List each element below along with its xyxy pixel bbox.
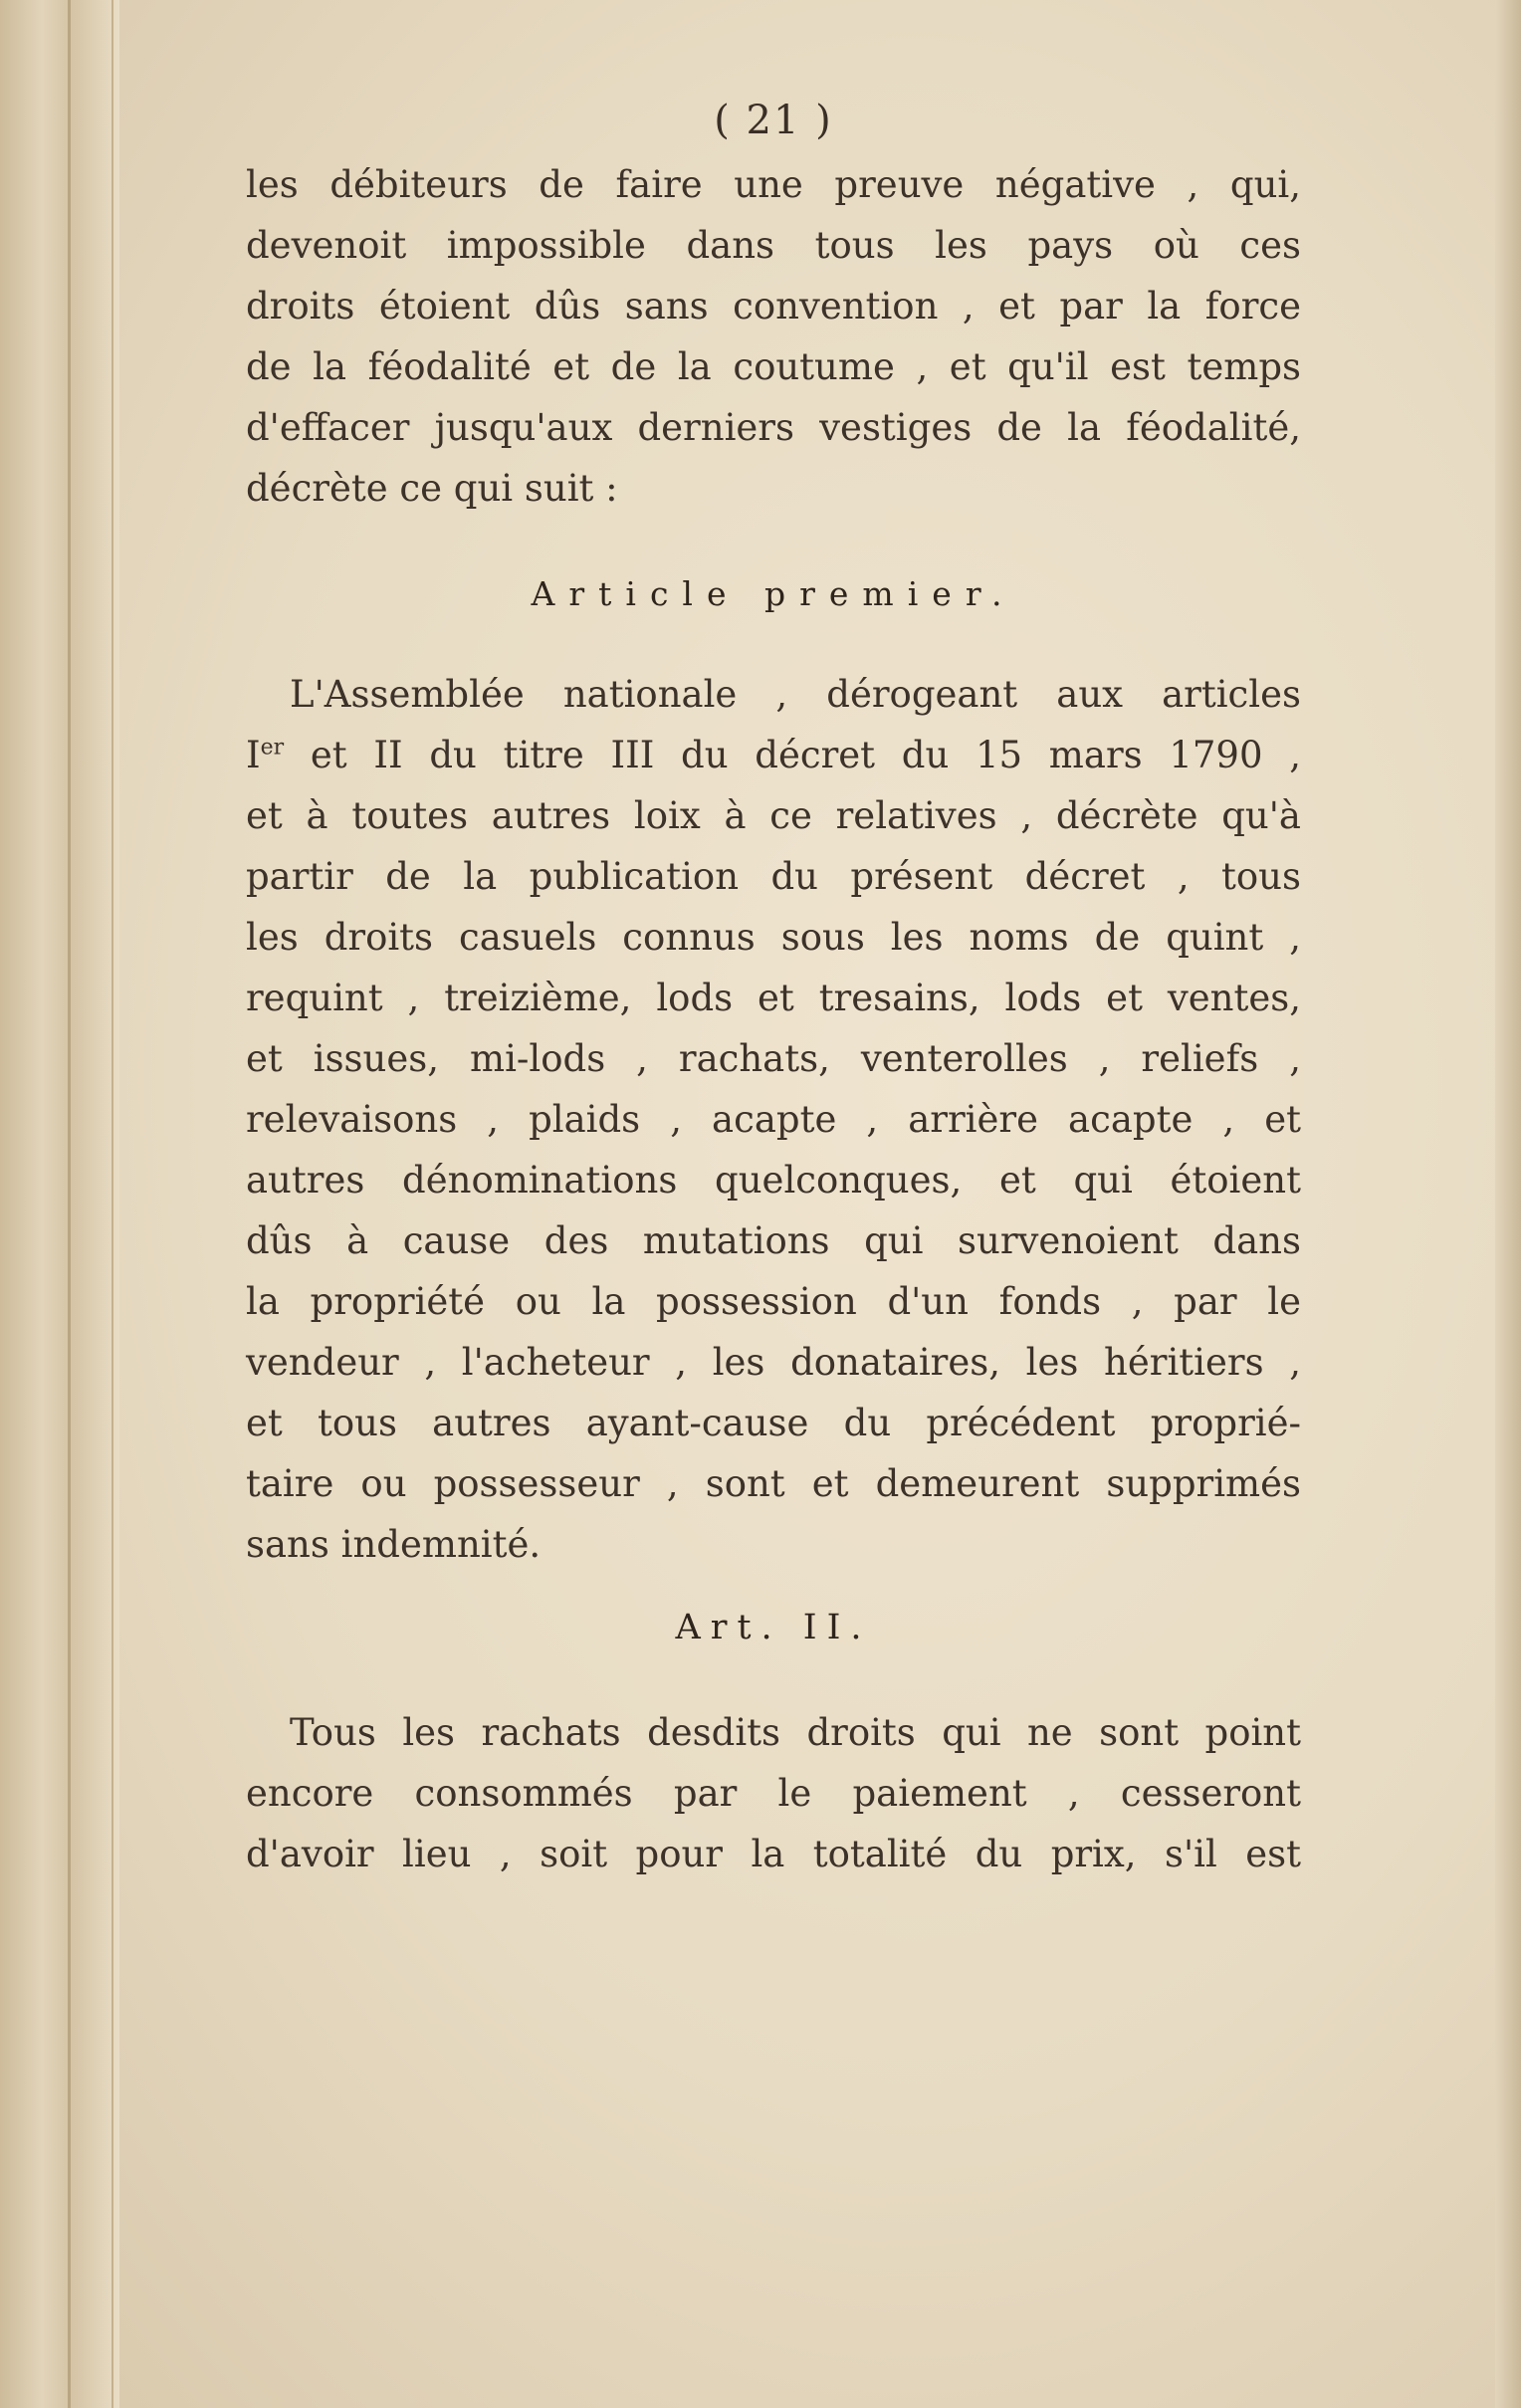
text-line: droits étoient dûs sans convention , et par la force xyxy=(246,285,1301,328)
text-line: devenoit impossible dans tous les pays où ces xyxy=(246,224,1301,267)
text-line: de la féodalité et de la coutume , et qu'il est temps xyxy=(246,345,1301,388)
ordinal-superscript: er xyxy=(260,735,285,761)
paragraph-2 xyxy=(246,664,1301,1575)
binding-crease-inner xyxy=(111,0,113,2408)
text-line: autres dénominations quelconques, et qui étoient xyxy=(246,1159,1301,1202)
page-right-edge xyxy=(1495,0,1521,2408)
paragraph-3 xyxy=(246,1702,1301,1884)
text-line: et issues, mi-lods , rachats, venterolles , reliefs , xyxy=(246,1037,1301,1080)
text-line-with-superscript xyxy=(246,725,1301,785)
text-line: les débiteurs de faire une preuve négative , qui, xyxy=(246,163,1301,206)
article-heading-ii: Art. II. xyxy=(675,1608,872,1647)
text-line: L'Assemblée nationale , dérogeant aux articles xyxy=(290,673,1301,716)
text-line: et tous autres ayant-cause du précédent proprié- xyxy=(246,1402,1301,1444)
line-rest: et II du titre III du décret du 15 mars 1790 , xyxy=(284,734,1301,776)
text-line: d'effacer jusqu'aux derniers vestiges de la féodalité, xyxy=(246,406,1301,449)
text-line: décrète ce qui suit : xyxy=(246,467,618,510)
text-line: dûs à cause des mutations qui survenoient dans xyxy=(246,1219,1301,1262)
binding-crease xyxy=(68,0,71,2408)
page-text xyxy=(246,95,1301,1884)
text-line: la propriété ou la possession d'un fonds , par le xyxy=(246,1280,1301,1323)
text-line: et à toutes autres loix à ce relatives , décrète qu'à xyxy=(246,794,1301,837)
text-line: partir de la publication du présent décret , tous xyxy=(246,855,1301,898)
text-line: taire ou possesseur , sont et demeurent supprimés xyxy=(246,1462,1301,1505)
text-line: Tous les rachats desdits droits qui ne sont point xyxy=(290,1711,1301,1754)
binding-edge xyxy=(0,0,119,2408)
text-line: d'avoir lieu , soit pour la totalité du prix, s'il est xyxy=(246,1833,1301,1875)
paragraph-1 xyxy=(246,154,1301,519)
roman-numeral: I xyxy=(246,734,261,776)
text-line: vendeur , l'acheteur , les donataires, les héritiers , xyxy=(246,1341,1301,1384)
text-line: les droits casuels connus sous les noms de quint , xyxy=(246,916,1301,959)
text-line: sans indemnité. xyxy=(246,1523,542,1566)
article-heading-premier: Article premier. xyxy=(531,574,1016,613)
text-line: relevaisons , plaids , acapte , arrière acapte , et xyxy=(246,1098,1301,1141)
text-line: requint , treizième, lods et tresains, lods et ventes, xyxy=(246,977,1301,1019)
text-line: encore consommés par le paiement , cesseront xyxy=(246,1772,1301,1815)
page-number: ( 21 ) xyxy=(714,98,833,143)
